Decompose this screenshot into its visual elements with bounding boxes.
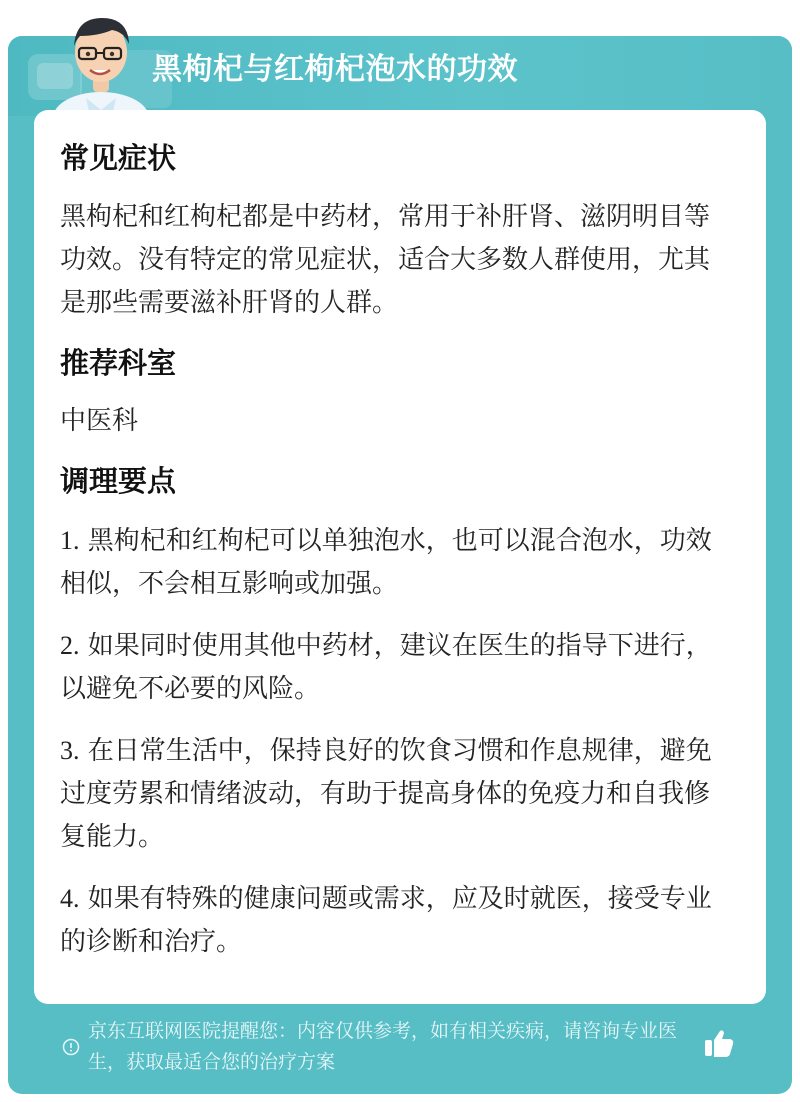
thumbs-up-icon[interactable] xyxy=(702,1026,736,1060)
care-tip-item xyxy=(60,877,724,964)
care-tip-number: 1. xyxy=(60,526,80,555)
section-heading-care-tips: 调理要点 xyxy=(60,464,177,498)
symptoms-paragraph: 黑枸杞和红枸杞都是中药材，常用于补肝肾、滋阴明目等功效。没有特定的常见症状，适合大多数人群使用，尤其是那些需要滋补肝肾的人群。 xyxy=(60,202,711,318)
page-title: 黑枸杞与红枸杞泡水的功效 xyxy=(152,52,518,87)
care-tip-text: 黑枸杞和红枸杞可以单独泡水，也可以混合泡水，功效相似，不会相互影响或加强。 xyxy=(60,526,712,599)
doctor-avatar xyxy=(46,6,156,116)
care-tip-number: 3. xyxy=(60,736,80,765)
section-heading-symptoms: 常见症状 xyxy=(60,141,177,175)
care-tip-text: 如果有特殊的健康问题或需求，应及时就医，接受专业的诊断和治疗。 xyxy=(60,884,712,957)
department-text: 中医科 xyxy=(60,406,139,436)
care-tip-text: 如果同时使用其他中药材，建议在医生的指导下进行，以避免不必要的风险。 xyxy=(60,631,712,704)
care-tip-item xyxy=(60,624,724,711)
care-tip-number: 4. xyxy=(60,884,80,913)
care-tip-number: 2. xyxy=(60,631,80,660)
care-tip-item xyxy=(60,519,724,606)
content-card xyxy=(34,110,766,1004)
disclaimer-text: 京东互联网医院提醒您：内容仅供参考，如有相关疾病，请咨询专业医生，获取最适合您的治疗方案 xyxy=(88,1020,678,1073)
section-heading-department: 推荐科室 xyxy=(60,346,177,380)
care-tip-text: 在日常生活中，保持良好的饮食习惯和作息规律，避免过度劳累和情绪波动，有助于提高身体的免疫力和自我修复能力。 xyxy=(60,736,712,852)
content-body xyxy=(60,130,724,982)
info-circle-icon xyxy=(62,1038,80,1056)
care-tip-item xyxy=(60,729,724,859)
